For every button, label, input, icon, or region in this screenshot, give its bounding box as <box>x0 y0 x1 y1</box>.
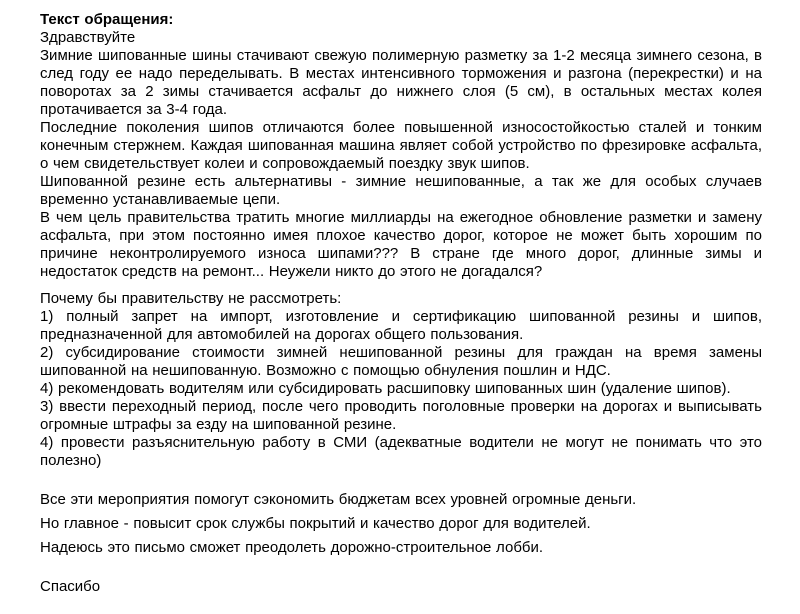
paragraph: Шипованной резине есть альтернативы - зимние нешипованные, а так же для особых случаев временно устанавливаемые цепи. <box>40 173 762 208</box>
list-item: 3) ввести переходный период, после чего проводить поголовные проверки на дорогах и выписывать огромные штрафы за езду на шипованной резине. <box>40 398 762 433</box>
list-item: 1) полный запрет на импорт, изготовление и сертификацию шипованной резины и шипов, предназначенной для автомобилей на дорогах общего пользования. <box>40 308 762 343</box>
paragraph: Все эти мероприятия помогут сэкономить бюджетам всех уровней огромные деньги. <box>40 491 637 508</box>
list-item: 4) провести разъяснительную работу в СМИ (адекватные водители не могут не понимать что это полезно) <box>40 434 762 469</box>
document-title: Текст обращения: <box>40 11 174 28</box>
paragraph: Но главное - повысит срок службы покрытий и качество дорог для водителей. <box>40 515 591 532</box>
list-item: 2) субсидирование стоимости зимней нешипованной резины для граждан на время замены шипованной на нешипованную. Возможно с помощью обнуления пошлин и НДС. <box>40 344 762 379</box>
paragraph: В чем цель правительства тратить многие миллиарды на ежегодное обновление разметки и замену асфальта, при этом постоянно имея плохое качество дорог, которое не может быть хорошим по причине неконтролируемого износа шипами??? В стране где много дорог, длинные зимы и недостаток средств на ремонт... Неужели никто до этого не догадался? <box>40 209 762 280</box>
list-item: 4) рекомендовать водителям или субсидировать расшиповку шипованных шин (удаление шипов). <box>40 380 731 397</box>
paragraph: Надеюсь это письмо сможет преодолеть дорожно-строительное лобби. <box>40 539 544 556</box>
greeting-line: Здравствуйте <box>40 29 136 46</box>
list-intro: Почему бы правительству не рассмотреть: <box>40 290 342 307</box>
paragraph: Последние поколения шипов отличаются более повышенной износостойкостью сталей и тонким конечным стержнем. Каждая шипованная машина являет собой устройство по фрезировке асфальта, о чем свидетельствует колеи и сопровождаемый поездку звук шипов. <box>40 119 762 172</box>
paragraph: Зимние шипованные шины стачивают свежую полимерную разметку за 1-2 месяца зимнего сезона, в след году ее надо переделывать. В местах интенсивного торможения и разгона (перекрестки) и на поворотах за 2 зимы стачивается асфальт до нижнего слоя (5 см), в остальных местах колея протачивается за 3-4 года. <box>40 47 762 118</box>
signature-line: Спасибо <box>40 578 101 595</box>
